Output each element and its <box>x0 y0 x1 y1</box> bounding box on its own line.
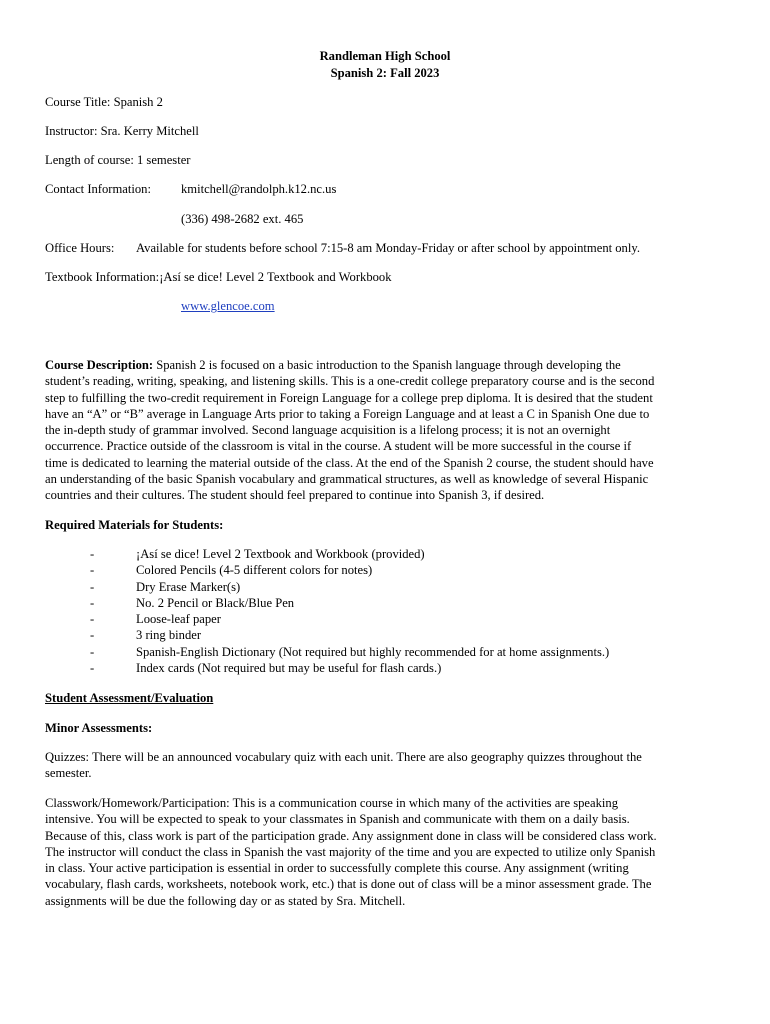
course-length: Length of course: 1 semester <box>45 153 191 167</box>
contact-email: kmitchell@randolph.k12.nc.us <box>181 182 337 196</box>
classwork-line: vocabulary, flash cards, worksheets, notebook work, etc.) that is done out of class will be a minor assessment grade. The <box>45 877 652 892</box>
contact-label: Contact Information: <box>45 182 151 196</box>
description-line: have an “A” or “B” average in Language Arts prior to taking a Foreign Language and at least a C in Spanish One due to <box>45 406 650 421</box>
bullet-dash: - <box>90 580 95 594</box>
description-line: the in-depth study of grammar involved. Second language acquisition is a lifelong process; it is not an overnight <box>45 423 611 438</box>
course-term: Spanish 2: Fall 2023 <box>330 66 440 80</box>
description-line: occurrence. Practice outside of the classroom is vital in the course. A student will be more successful in the course if <box>45 439 632 454</box>
minor-assessments-heading: Minor Assessments: <box>45 721 153 735</box>
description-line: step to fulfilling the two-credit requirement in Foreign Language for a college prep diploma. It is desired that the student <box>45 390 653 405</box>
classwork-line: in class. Your active participation is essential in order to successfully complete this course. Any assignment (writing <box>45 861 629 876</box>
quizzes-paragraph <box>45 749 725 782</box>
bullet-dash: - <box>90 563 95 577</box>
course-description <box>45 357 725 504</box>
office-hours-text: Available for students before school 7:15-8 am Monday-Friday or after school by appointment only. <box>136 241 640 255</box>
bullet-dash: - <box>90 612 95 626</box>
quizzes-line: semester. <box>45 766 92 781</box>
materials-heading: Required Materials for Students: <box>45 518 224 532</box>
list-item: ¡Así se dice! Level 2 Textbook and Workbook (provided) <box>136 547 425 561</box>
list-item: Loose-leaf paper <box>136 612 221 626</box>
instructor: Instructor: Sra. Kerry Mitchell <box>45 124 199 138</box>
bullet-dash: - <box>90 661 95 675</box>
list-item: Colored Pencils (4-5 different colors for notes) <box>136 563 373 577</box>
list-item: No. 2 Pencil or Black/Blue Pen <box>136 596 295 610</box>
description-line: student’s reading, writing, speaking, and listening skills. This is a one-credit college preparatory course and is the second <box>45 374 655 389</box>
office-hours-label: Office Hours: <box>45 241 115 255</box>
course-title: Course Title: Spanish 2 <box>45 95 163 109</box>
quizzes-line: Quizzes: There will be an announced vocabulary quiz with each unit. There are also geography quizzes throughout the <box>45 750 642 764</box>
classwork-line: The instructor will conduct the class in Spanish the vast majority of the time and you are expected to utilize only Spanish <box>45 844 656 859</box>
bullet-dash: - <box>90 645 95 659</box>
description-line: an understanding of the basic Spanish vocabulary and grammatical structures, as well as knowledge of several Hispanic <box>45 472 649 487</box>
list-item: Dry Erase Marker(s) <box>136 580 241 594</box>
classwork-line: intensive. You will be expected to speak to your classmates in Spanish and communicate with them on a daily basis. <box>45 812 630 827</box>
classwork-line: Classwork/Homework/Participation: This is a communication course in which many of the activities are speaking <box>45 796 619 810</box>
description-label: Course Description: <box>45 358 154 372</box>
description-line: Course Description: Spanish 2 is focused on a basic introduction to the Spanish language through developing the <box>45 358 621 372</box>
bullet-dash: - <box>90 628 95 642</box>
bullet-dash: - <box>90 596 95 610</box>
school-name: Randleman High School <box>319 49 451 63</box>
textbook-text: ¡Así se dice! Level 2 Textbook and Workbook <box>159 270 392 284</box>
textbook-info <box>45 269 392 285</box>
glencoe-link[interactable]: www.glencoe.com <box>181 299 275 313</box>
description-line: time is dedicated to learning the material outside of the class. At the end of the Spanish 2 course, the student should have <box>45 455 654 470</box>
description-line: countries and their cultures. The student should feel prepared to continue into Spanish 3, if desired. <box>45 488 545 503</box>
classwork-line: Because of this, class work is part of the participation grade. Any assignment done in class will be considered class work. <box>45 828 657 843</box>
list-item: Spanish-English Dictionary (Not required but highly recommended for at home assignments.) <box>136 645 610 659</box>
textbook-label: Textbook Information: <box>45 270 160 284</box>
bullet-dash: - <box>90 547 95 561</box>
classwork-line: assignments will be due the following day or as stated by Sra. Mitchell. <box>45 893 406 908</box>
assessment-heading: Student Assessment/Evaluation <box>45 691 214 705</box>
list-item: Index cards (Not required but may be useful for flash cards.) <box>136 661 442 675</box>
list-item: 3 ring binder <box>136 628 202 642</box>
contact-phone: (336) 498-2682 ext. 465 <box>181 212 304 226</box>
classwork-paragraph <box>45 795 725 909</box>
